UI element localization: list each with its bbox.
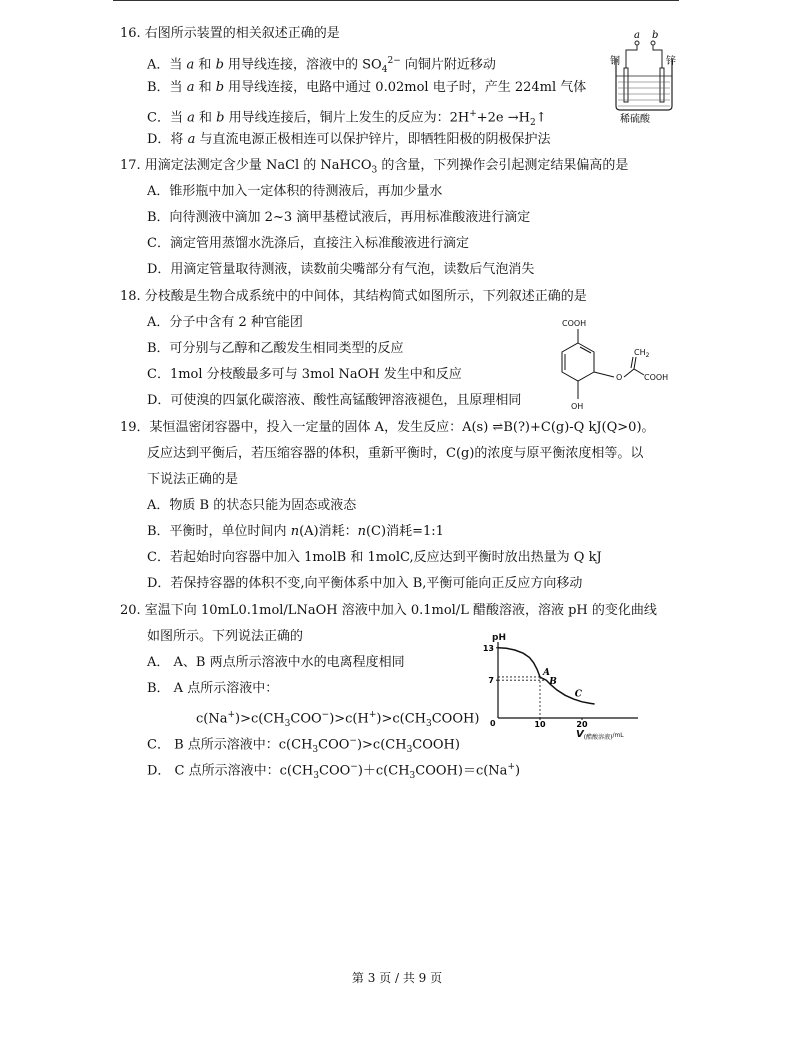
point-label-b: B (549, 677, 557, 688)
copper-label: 铜 (610, 56, 620, 67)
page-footer: 第 3 页 / 共 9 页 (351, 971, 443, 985)
copper-electrode (624, 68, 628, 102)
q20-stem-line1: 20. 室温下向 10mL0.1mol/LNaOH 溶液中加入 0.1mol/L 醋酸溶液，溶液 pH 的变化曲线 (120, 603, 657, 618)
q17-option-b: B．向待测液中滴加 2~3 滴甲基橙试液后，再用标准酸液进行滴定 (147, 210, 531, 225)
q19-stem-line3: 下说法正确的是 (147, 472, 239, 487)
q19-option-b: B．平衡时，单位时间内 n(A)消耗：n(C)消耗=1:1 (147, 524, 444, 539)
q18-option-d: D．可使溴的四氯化碳溶液、酸性高锰酸钾溶液褪色，且原理相同 (147, 393, 522, 408)
x-axis-label: V(醋酸溶液)/mL (576, 729, 624, 741)
q16-stem: 16. 右图所示装置的相关叙述正确的是 (120, 26, 340, 41)
point-label-a: A (543, 667, 550, 678)
q18-option-b: B．可分别与乙醇和乙酸发生相同类型的反应 (147, 341, 404, 356)
terminal-a-label: a (634, 30, 640, 41)
cooh-right-label: COOH (644, 373, 669, 382)
ph-titration-chart (478, 630, 648, 742)
q16-option-b: B．当 a 和 b 用导线连接，电路中通过 0.02mol 电子时，产生 224ml 气体 (147, 80, 587, 95)
q17-option-d: D．用滴定管量取待测液，读数前尖嘴部分有气泡，读数后气泡消失 (147, 262, 535, 277)
q18-option-a: A．分子中含有 2 种官能团 (147, 315, 303, 330)
q19-stem-line1: 19．某恒温密闭容器中，投入一定量的固体 A，发生反应：A(s) ⇌B(?)+C(g)-Q kJ(Q>0)。 (120, 420, 655, 435)
q18-stem: 18. 分枝酸是生物合成系统中的中间体，其结构简式如图所示，下列叙述正确的是 (120, 289, 587, 304)
q16-option-c: C．当 a 和 b 用导线连接后，铜片上发生的反应为：$2H^++2e \to H_2↑$ (147, 109, 547, 128)
q20-option-b-equation: $c(Na^+)>c(CH_3COO^-)>c(H^+)>c(CH_3COOH)$ (196, 710, 480, 729)
oh-label: OH (571, 402, 584, 411)
chorismic-acid-structure (556, 317, 680, 413)
x-tick-label-20: 20 (576, 720, 588, 729)
q19-option-c: C．若起始时向容器中加入 1molB 和 1molC,反应达到平衡时放出热量为 Q kJ (147, 550, 602, 565)
y-axis-label: pH (492, 633, 506, 643)
q17-option-c: C．滴定管用蒸馏水洗涤后，直接注入标准酸液进行滴定 (147, 236, 469, 251)
q20-stem-line2: 如图所示。下列说法正确的 (147, 629, 304, 644)
x-tick-label-10: 10 (534, 720, 546, 729)
q20-option-b: B． A 点所示溶液中： (147, 681, 279, 696)
top-rule (113, 0, 679, 1)
zinc-label: 锌 (666, 56, 676, 67)
equilibrium-arrow: ⇌ (492, 420, 504, 435)
acid-label: 稀硫酸 (620, 114, 650, 124)
q16-option-d: D．将 a 与直流电源正极相连可以保护锌片，即牺牲阳极的阴极保护法 (147, 132, 551, 147)
ch2-label: $CH_2$ (634, 348, 650, 359)
q18-option-c: C．1mol 分枝酸最多可与 3mol NaOH 发生中和反应 (147, 367, 462, 382)
q20-option-d: D． C 点所示溶液中：$c(CH_3COO^-)+c(CH_3COOH)=c(Na^+)$ (147, 762, 521, 781)
ether-o-label: O (616, 373, 623, 382)
ring-bonds (562, 329, 644, 399)
origin-label: 0 (490, 719, 496, 728)
y-tick-label-7: 7 (488, 676, 494, 686)
galvanic-cell-figure (606, 28, 680, 124)
q19-stem-line2: 反应达到平衡后，若压缩容器的体积，重新平衡时，C(g)的浓度与原平衡浓度相等。以 (147, 446, 644, 461)
q20-option-a: A． A、B 两点所示溶液中水的电离程度相同 (147, 655, 405, 670)
terminal-b (651, 41, 655, 45)
q16-option-a: A．当 a 和 b 用导线连接，溶液中的 $SO_4^{2-}$ 向铜片附近移动 (147, 56, 496, 75)
terminal-b-label: b (652, 30, 659, 41)
zinc-electrode (660, 68, 664, 102)
terminal-a (635, 41, 639, 45)
cooh-top-label: COOH (562, 319, 587, 328)
q17-option-a: A．锥形瓶中加入一定体积的待测液后，再加少量水 (147, 184, 443, 199)
q19-option-d: D．若保持容器的体积不变,向平衡体系中加入 B,平衡可能向正反应方向移动 (147, 576, 583, 591)
y-tick-label-13: 13 (482, 643, 494, 653)
q20-option-c: C． B 点所示溶液中：$c(CH_3COO^-)>c(CH_3COOH)$ (147, 736, 460, 755)
q19-option-a: A．物质 B 的状态只能为固态或液态 (147, 498, 357, 513)
point-label-c: C (574, 689, 582, 700)
q17-stem: 17. 用滴定法测定含少量 NaCl 的 NaHCO$_3$ 的含量，下列操作会引起测定结果偏高的是 (120, 158, 629, 176)
